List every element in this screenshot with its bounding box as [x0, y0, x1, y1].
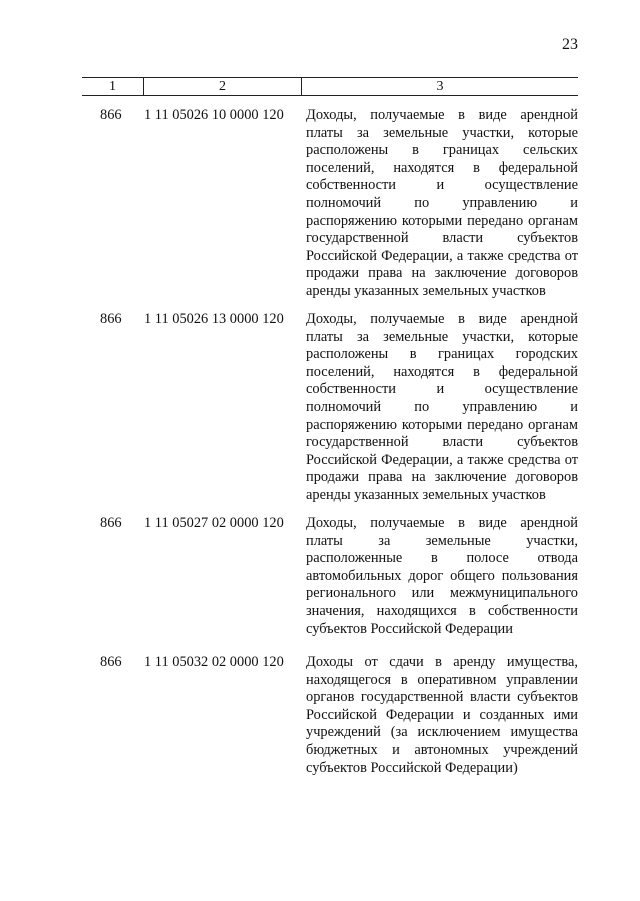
- admin-code: 866: [100, 311, 122, 327]
- income-description: Доходы, получаемые в виде арендной платы за земельные участки, которые расположены в границах сельских поселений, находятся в федеральной собственности и осуществление полномочий по управлению и распоряжению которыми передано органам государственной власти субъектов Российской Федерации, а также средства от продажи права на заключение договоров аренды указанных земельных участков: [306, 107, 578, 299]
- income-description: Доходы от сдачи в аренду имущества, находящегося в оперативном управлении органов государственной власти субъектов Российской Федерации и созданных ими учреждений (за исключением имущества бюджетных и автономных учреждений субъектов Российской Федерации): [306, 654, 578, 776]
- admin-code: 866: [100, 654, 122, 670]
- budget-classification-code: 1 11 05027 02 0000 120: [144, 515, 284, 531]
- admin-code: 866: [100, 107, 122, 123]
- header-bottom-rule: [82, 95, 578, 96]
- budget-classification-code: 1 11 05032 02 0000 120: [144, 654, 284, 670]
- income-description: Доходы, получаемые в виде арендной платы за земельные участки, которые расположены в границах городских поселений, находятся в федеральной собственности и осуществление полномочий по управлению и распоряжению которыми передано органам государственной власти субъектов Российской Федерации, а также средства от продажи права на заключение договоров аренды указанных земельных участков: [306, 311, 578, 503]
- income-description: Доходы, получаемые в виде арендной платы за земельные участки, расположенные в полосе отвода автомобильных дорог общего пользования регионального или межмуниципального значения, находящихся в собственности субъектов Российской Федерации: [306, 515, 578, 637]
- budget-classification-code: 1 11 05026 10 0000 120: [144, 107, 284, 123]
- table-header: [82, 77, 578, 96]
- budget-classification-code: 1 11 05026 13 0000 120: [144, 311, 284, 327]
- page-number: 23: [562, 36, 578, 53]
- header-col-1: 1: [109, 79, 116, 94]
- admin-code: 866: [100, 515, 122, 531]
- header-col-3: 3: [436, 79, 444, 94]
- header-col-2: 2: [219, 79, 226, 94]
